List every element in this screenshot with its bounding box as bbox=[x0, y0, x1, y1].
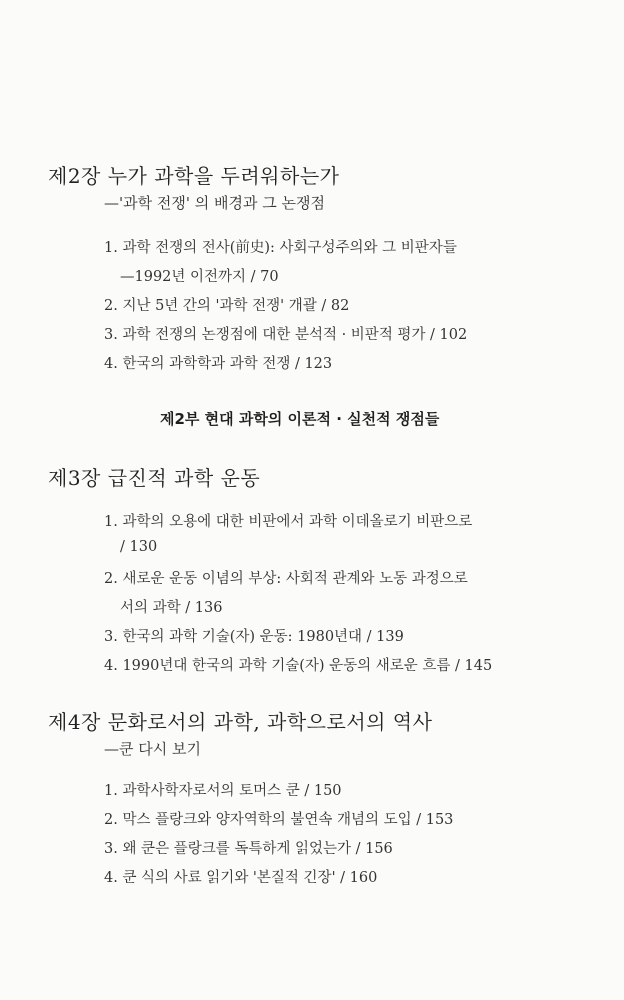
chapter-4-subtitle: —쿤 다시 보기 bbox=[104, 740, 201, 758]
chapter-2-item-2: 2. 지난 5년 간의 '과학 전쟁' 개괄 / 82 bbox=[104, 298, 350, 314]
chapter-4-item-3: 3. 왜 쿤은 플랑크를 독특하게 읽었는가 / 156 bbox=[104, 841, 393, 857]
chapter-3-item-1-cont: / 130 bbox=[120, 539, 158, 555]
chapter-2-item-1: 1. 과학 전쟁의 전사(前史): 사회구성주의와 그 비판자들 bbox=[104, 240, 457, 256]
chapter-2-title: 제2장 누가 과학을 두려워하는가 bbox=[48, 164, 340, 188]
chapter-2-subtitle: —'과학 전쟁' 의 배경과 그 논쟁점 bbox=[104, 194, 325, 212]
chapter-4-title: 제4장 문화로서의 과학, 과학으로서의 역사 bbox=[48, 710, 433, 734]
chapter-2-item-1-cont: —1992년 이전까지 / 70 bbox=[120, 269, 279, 285]
chapter-3-item-4: 4. 1990년대 한국의 과학 기술(자) 운동의 새로운 흐름 / 145 bbox=[104, 658, 493, 674]
part-2-title: 제2부 현대 과학의 이론적 · 실천적 쟁점들 bbox=[160, 410, 440, 428]
chapter-3-item-2: 2. 새로운 운동 이념의 부상: 사회적 관계와 노동 과정으로 bbox=[104, 571, 468, 587]
chapter-4-item-1: 1. 과학사학자로서의 토머스 쿤 / 150 bbox=[104, 783, 342, 799]
chapter-3-item-1: 1. 과학의 오용에 대한 비판에서 과학 이데올로기 비판으로 bbox=[104, 514, 473, 530]
chapter-4-item-2: 2. 막스 플랑크와 양자역학의 불연속 개념의 도입 / 153 bbox=[104, 812, 454, 828]
chapter-3-item-2-cont: 서의 과학 / 136 bbox=[120, 600, 223, 616]
chapter-3-title: 제3장 급진적 과학 운동 bbox=[48, 466, 261, 490]
chapter-2-item-3: 3. 과학 전쟁의 논쟁점에 대한 분석적 · 비판적 평가 / 102 bbox=[104, 327, 468, 343]
chapter-4-item-4: 4. 쿤 식의 사료 읽기와 '본질적 긴장' / 160 bbox=[104, 870, 378, 886]
chapter-3-item-3: 3. 한국의 과학 기술(자) 운동: 1980년대 / 139 bbox=[104, 629, 404, 645]
chapter-2-item-4: 4. 한국의 과학학과 과학 전쟁 / 123 bbox=[104, 356, 333, 372]
